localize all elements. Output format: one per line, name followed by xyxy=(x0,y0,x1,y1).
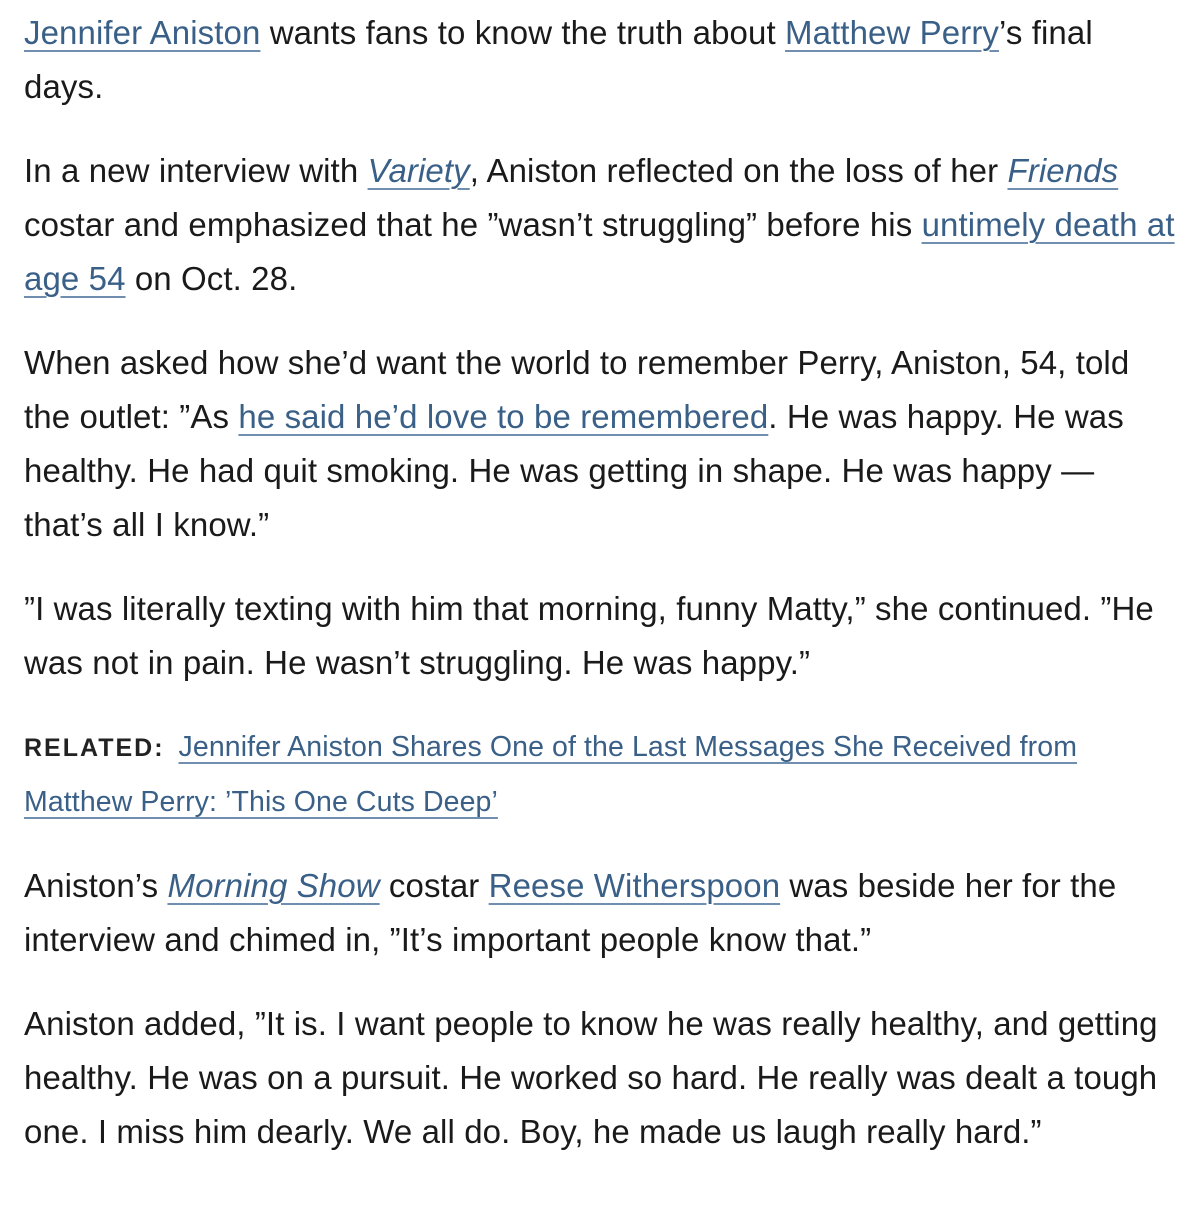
article-body xyxy=(24,6,1180,1159)
paragraph-reese-text-3: was beside her for the interview and chimed in, ”It’s important people know that.” xyxy=(24,867,1117,958)
paragraph-interview-text-4: on Oct. 28. xyxy=(125,260,298,297)
related-label: RELATED: xyxy=(24,734,165,762)
paragraph-reese-text-2: costar xyxy=(379,867,489,904)
paragraph-intro-text-2: ’s final days. xyxy=(24,14,1093,105)
link-matthew-perry[interactable]: Matthew Perry xyxy=(785,14,1000,51)
paragraph-interview xyxy=(24,144,1180,306)
paragraph-interview-text-1: In a new interview with xyxy=(24,152,368,189)
paragraph-texting: ”I was literally texting with him that morning, funny Matty,” she continued. ”He was not in pain. He wasn’t struggling. He was happy.” xyxy=(24,590,1154,681)
paragraph-remember xyxy=(24,336,1180,552)
link-remembered[interactable]: he said he’d love to be remembered xyxy=(238,398,769,435)
link-morning-show[interactable]: Morning Show xyxy=(167,867,380,904)
link-reese-witherspoon[interactable]: Reese Witherspoon xyxy=(488,867,781,904)
paragraph-interview-text-2: , Aniston reflected on the loss of her xyxy=(469,152,1008,189)
paragraph-intro-text-1: wants fans to know the truth about xyxy=(260,14,785,51)
paragraph-added: Aniston added, ”It is. I want people to know he was really healthy, and getting healthy. He was on a pursuit. He worked so hard. He really was dealt a tough one. I miss him dearly. We all do. Boy, he made us laugh really hard.” xyxy=(24,1005,1158,1150)
paragraph-interview-text-3: costar and emphasized that he ”wasn’t struggling” before his xyxy=(24,206,922,243)
paragraph-remember-text-1: When asked how she’d want the world to remember Perry, Aniston, 54, told the outlet: ”As xyxy=(24,344,1130,435)
paragraph-reese-text-1: Aniston’s xyxy=(24,867,168,904)
paragraph-remember-text-2: . He was happy. He was healthy. He had quit smoking. He was getting in shape. He was happy — that’s all I know.” xyxy=(24,398,1124,543)
link-untimely-death[interactable]: untimely death at age 54 xyxy=(24,206,1175,297)
paragraph-intro xyxy=(24,6,1180,114)
link-jennifer-aniston[interactable]: Jennifer Aniston xyxy=(24,14,261,51)
link-variety[interactable]: Variety xyxy=(367,152,470,189)
related-article xyxy=(24,720,1180,829)
link-friends[interactable]: Friends xyxy=(1007,152,1119,189)
link-related-article[interactable]: Jennifer Aniston Shares One of the Last Messages She Received from Matthew Perry: ’This One Cuts Deep’ xyxy=(24,731,1078,818)
paragraph-reese xyxy=(24,859,1180,967)
